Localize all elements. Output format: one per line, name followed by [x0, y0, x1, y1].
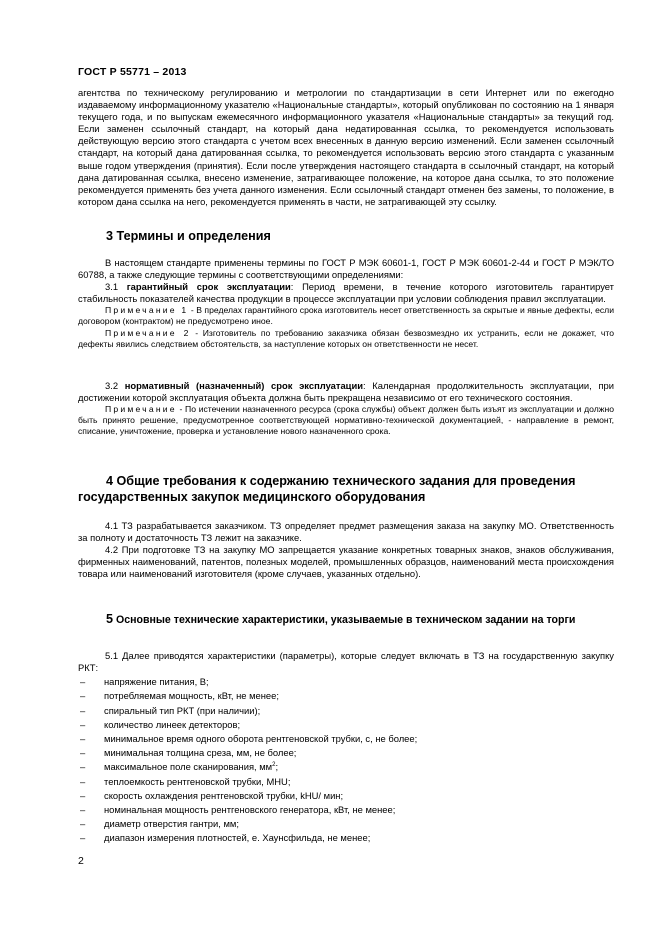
note-3-1-2 — [78, 328, 614, 350]
dash-bullet: – — [80, 789, 86, 801]
dash-bullet: – — [80, 718, 86, 730]
term-3-2-number: 3.2 — [105, 380, 119, 391]
section-4-body — [78, 520, 614, 580]
section-5-lead: 5.1 Далее приводятся характеристики (параметры), которые следует включать в ТЗ на государственную закупку РКТ: — [78, 650, 614, 674]
term-3-2-term: нормативный (назначенный) срок эксплуатации — [124, 380, 363, 391]
term-3-2 — [78, 380, 614, 404]
dash-bullet: – — [80, 761, 86, 773]
term-3-2-definition: : Календарная продолжительность эксплуатации, при достижении которой эксплуатация объекта должна быть прекращена независимо от его технического состояния. — [78, 380, 614, 404]
note-3-2-text: - По истечении назначенного ресурса (срока службы) объект должен быть изъят из эксплуатации и должно быть принято решение, предусмотренное соответствующей нормативно-технической документацией, - направление в ремонт, списание, уничтожение, проверка и установление нового назначенного срока. — [78, 404, 614, 437]
list-item: – максимальное поле сканирования, $мм^2$; — [78, 760, 614, 774]
dash-bullet: – — [80, 733, 86, 744]
list-item: – минимальная толщина среза, мм, не более; — [78, 746, 614, 760]
list-item: – количество линеек детекторов; — [78, 718, 614, 732]
list-item: – спиральный тип РКТ (при наличии); — [78, 704, 614, 718]
note-3-1-1-label: Примечание 1 — [105, 305, 189, 316]
note-3-2-label: Примечание — [105, 404, 177, 415]
dash-bullet: – — [80, 804, 86, 816]
dash-bullet: – — [80, 704, 86, 716]
section-3-heading: 3 Термины и определения — [106, 229, 271, 243]
section-3-2-body — [78, 380, 614, 437]
section-5-number: 5 — [106, 612, 114, 626]
page-number: 2 — [78, 855, 84, 867]
intro-paragraph: агентства по техническому регулированию и метрологии по стандартизации в сети Интернет или по ежегодно издаваемому информационному указателю «Национальные стандарты», который опубликован по состоянию на 1 января текущего года, и по выпускам ежемесячного информационного указателя «Национальные стандарты» за текущий год. Если заменен ссылочный стандарт, на который дана недатированная ссылка, то рекомендуется использовать действующую версию этого стандарта с учетом всех внесенных в данную версию изменений. Если заменен ссылочный стандарт, на который дана датированная ссылка, то рекомендуется использовать версию этого стандарта с указанным выше годом утверждения (принятия). Если после утверждения настоящего стандарта в ссылочный стандарт, на который дана датированная ссылка, внесено изменение, затрагивающее положение, на которое дана ссылка, то это положение рекомендуется применять без учета данного изменения. Если ссылочный стандарт отменен без замены, то положение, в котором дана ссылка на него, рекомендуется применять в части, не затрагивающей эту ссылку. — [78, 87, 614, 207]
intro-section — [78, 87, 614, 208]
document-header: ГОСТ Р 55771 – 2013 — [78, 66, 187, 78]
term-3-1 — [78, 281, 614, 305]
note-3-1-1-text: - В пределах гарантийного срока изготовитель несет ответственность за скрытые и явные дефекты, если договором (контрактом) не предусмотрено иное. — [78, 305, 614, 327]
section-3-lead: В настоящем стандарте применены термины по ГОСТ Р МЭК 60601-1, ГОСТ Р МЭК 60601-2-44 и ГОСТ Р МЭК/ТО 60788, а также следующие термины с соответствующими определениями: — [78, 257, 614, 281]
list-item: – минимальное время одного оборота рентгеновской трубки, с, не более; — [78, 732, 614, 746]
list-item: – номинальная мощность рентгеновского генератора, кВт, не менее; — [78, 803, 614, 817]
dash-bullet: – — [80, 676, 86, 688]
list-item: – скорость охлаждения рентгеновской трубки, kHU/ мин; — [78, 789, 614, 803]
superscript: 2 — [272, 762, 276, 769]
note-3-1-1 — [78, 305, 614, 327]
parameter-list — [78, 675, 614, 845]
note-3-1-2-label: Примечание 2 — [105, 327, 191, 338]
dash-bullet: – — [80, 832, 86, 844]
list-item: – теплоемкость рентгеновской трубки, MHU; — [78, 775, 614, 789]
section-4-heading: 4 Общие требования к содержанию технического задания для проведения государственных закупок медицинского оборудования — [78, 474, 576, 504]
dash-bullet: – — [80, 690, 86, 702]
term-3-1-number: 3.1 — [105, 281, 119, 293]
section-4-p1: 4.1 ТЗ разрабатывается заказчиком. ТЗ определяет предмет размещения заказа на закупку МО. Ответственность за полноту и достаточность ТЗ лежит на заказчике. — [78, 520, 614, 544]
list-item: – напряжение питания, В; — [78, 675, 614, 689]
section-5-heading — [106, 611, 575, 628]
dash-bullet: – — [80, 747, 86, 759]
term-3-1-term: гарантийный срок эксплуатации — [126, 281, 291, 293]
note-3-1-2-text: - Изготовитель по требованию заказчика обязан безвозмездно их устранить, если не докажет, что дефекты явились следствием обстоятельств, за наступление которых он ответственности не несет. — [78, 327, 615, 349]
list-item: – диапазон измерения плотностей, е. Хаунсфильда, не менее; — [78, 831, 614, 845]
term-3-1-definition: : Период времени, в течение которого изготовитель гарантирует стабильность показателей качества продукции в процессе эксплуатации при условии соблюдения правил эксплуатации. — [78, 281, 614, 305]
section-5-body — [78, 650, 614, 846]
section-5-title: Основные технические характеристики, указываемые в техническом задании на торги — [113, 614, 576, 626]
dash-bullet: – — [80, 775, 86, 787]
section-3-body — [78, 257, 614, 350]
note-3-2 — [78, 404, 614, 437]
dash-bullet: – — [80, 818, 86, 830]
list-item: – потребляемая мощность, кВт, не менее; — [78, 689, 614, 703]
list-item: – диаметр отверстия гантри, мм; — [78, 817, 614, 831]
section-4-p2: 4.2 При подготовке ТЗ на закупку МО запрещается указание конкретных товарных знаков, знаков обслуживания, фирменных наименований, патентов, полезных моделей, промышленных образцов, наименований места происхождения товара или наименований изготовителя (кроме случаев, указанных отдельно). — [78, 544, 614, 580]
